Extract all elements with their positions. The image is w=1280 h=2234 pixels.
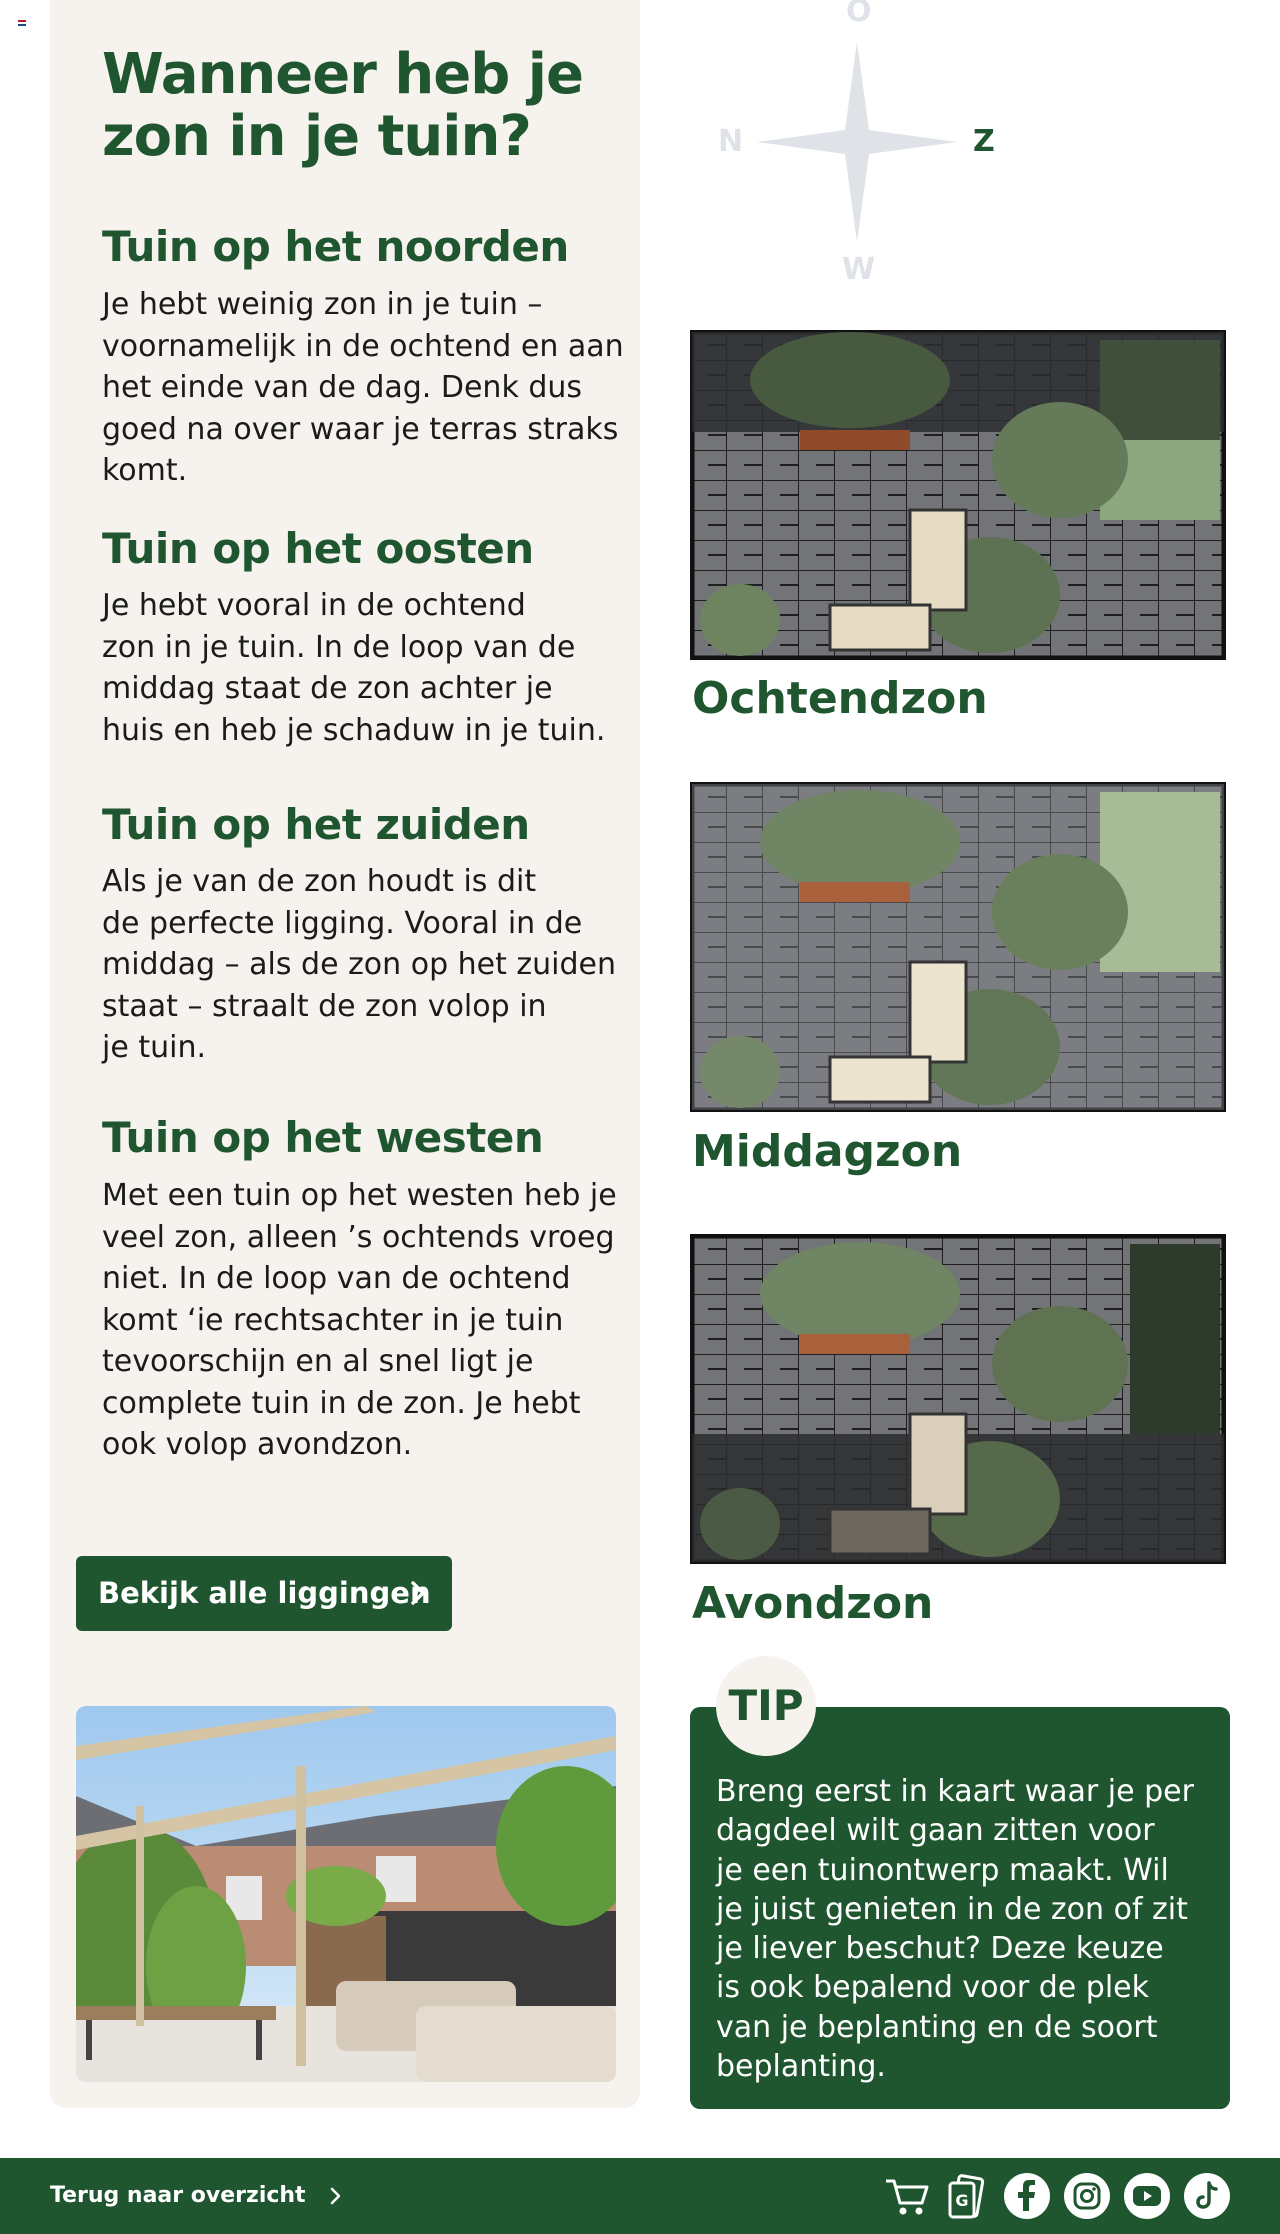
giftcard-icon[interactable] xyxy=(942,2171,992,2221)
garden-plan-evening xyxy=(690,1234,1226,1564)
tiktok-icon[interactable] xyxy=(1182,2171,1232,2221)
footer-bar xyxy=(0,2158,1280,2234)
compass-south-label: Z xyxy=(973,124,995,159)
section-title-oosten: Tuin op het oosten xyxy=(102,524,534,573)
tip-badge: TIP xyxy=(716,1656,816,1756)
section-title-zuiden: Tuin op het zuiden xyxy=(102,800,530,849)
svg-text:G: G xyxy=(955,2191,969,2210)
section-body-oosten: Je hebt vooral in de ochtend zon in je tuin. In de loop van de middag staat de zon achter je huis en heb je schaduw in je tuin. xyxy=(102,588,606,748)
compass-west-label: W xyxy=(842,252,876,287)
page-title: Wanneer heb je zon in je tuin? xyxy=(102,42,583,169)
compass-rose-icon xyxy=(740,0,970,290)
section-title-westen: Tuin op het westen xyxy=(102,1113,544,1162)
chevron-right-icon xyxy=(404,1579,432,1607)
section-body-westen: Met een tuin op het westen heb je veel zon, alleen ’s ochtends vroeg niet. In de loop van de ochtend komt ‘ie rechtsachter in je tuin tevoorschijn en al snel ligt je complete tuin in de zon. Je hebt ook volop avondzon. xyxy=(102,1178,617,1462)
back-to-overview-link[interactable]: Terug naar overzicht xyxy=(50,2158,306,2234)
info-panel xyxy=(50,0,640,2108)
section-title-noorden: Tuin op het noorden xyxy=(102,222,569,271)
section-body-noorden: Je hebt weinig zon in je tuin – voornamelijk in de ochtend en aan het einde van de dag. Denk dus goed na over waar je terras straks komt. xyxy=(102,287,624,488)
section-body-zuiden: Als je van de zon houdt is dit de perfecte ligging. Vooral in de middag – als de zon op het zuiden staat – straalt de zon volop in je tuin. xyxy=(102,864,617,1065)
plan-caption-morning: Ochtendzon xyxy=(692,673,988,724)
plan-caption-evening: Avondzon xyxy=(692,1578,934,1629)
facebook-icon[interactable] xyxy=(1002,2171,1052,2221)
cart-icon[interactable] xyxy=(882,2171,932,2221)
compass-east-label: O xyxy=(846,0,872,29)
plan-caption-midday: Middagzon xyxy=(692,1126,963,1177)
view-all-orientations-button[interactable]: Bekijk alle liggingen xyxy=(76,1556,452,1631)
compass-north-label: N xyxy=(718,124,744,159)
youtube-icon[interactable] xyxy=(1122,2171,1172,2221)
garden-plan-morning xyxy=(690,330,1226,660)
tip-text: Breng eerst in kaart waar je per dagdeel wilt gaan zitten voor je een tuinontwerp maakt. Wil je juist genieten in de zon of zit je liever beschut? Deze keuze is ook bepalend voor de plek van je beplanting en de soort beplanting. xyxy=(716,1774,1194,2085)
chevron-right-icon xyxy=(328,2187,342,2205)
garden-plan-midday xyxy=(690,782,1226,1112)
footer-icons xyxy=(882,2171,1232,2221)
language-flag-icon[interactable] xyxy=(18,20,26,26)
compass xyxy=(718,0,995,290)
instagram-icon[interactable] xyxy=(1062,2171,1112,2221)
garden-photo-image xyxy=(76,1706,616,2082)
garden-photo xyxy=(76,1706,616,2082)
